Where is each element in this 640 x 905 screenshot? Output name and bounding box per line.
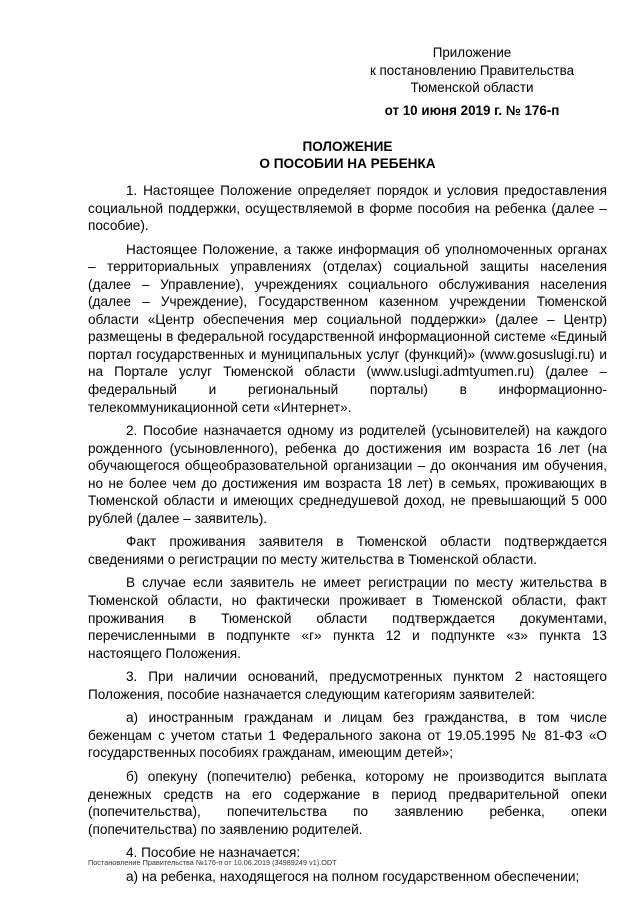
appendix-decree-line: к постановлению Правительства	[369, 62, 575, 78]
paragraph-4: Факт проживания заявителя в Тюменской области подтверждается сведениями о регистрации по месту жительства в Тюменской области.	[88, 534, 607, 567]
paragraph-1: 1. Настоящее Положение определяет порядок и условия предоставления социальной поддержки, осуществляемой в форме пособия на ребенка (далее – пособие).	[88, 183, 607, 234]
appendix-date-number: от 10 июня 2019 г. № 176-п	[384, 102, 560, 118]
document-body	[88, 182, 607, 891]
paragraph-8: б) опекуну (попечителю) ребенка, которому не производится выплата денежных средств на его содержание в период предварительной опеки (попечительства), попечительства по заявлению ребенка, опеки (попечительства) по заявлению родителей.	[88, 768, 607, 837]
paragraph-2: Настоящее Положение, а также информация об уполномоченных органах – территориальных управлениях (отделах) социальной защиты населения (далее – Управление), учреждениях социального обслуживания населения (далее – Учреждение), Государственном казенном учреждении Тюменской области «Центр обеспечения мер социальной поддержки» (далее – Центр) размещены в федеральной государственной информационной системе «Единый портал государственных и муниципальных услуг (функций)» (www.gosuslugi.ru) и на Портале услуг Тюменской области (www.uslugi.admtyumen.ru) (далее – федеральный и региональный порталы) в информационно-телекоммуникационной сети «Интернет».	[88, 241, 607, 415]
paragraph-9: 4. Пособие не назначается:	[126, 845, 301, 861]
title-line-2: О ПОСОБИИ НА РЕБЕНКА	[259, 156, 436, 171]
appendix-block	[337, 44, 607, 119]
appendix-label: Приложение	[432, 45, 512, 60]
document-title	[88, 138, 607, 172]
appendix-region-line: Тюменской области	[410, 80, 534, 95]
paragraph-5: В случае если заявитель не имеет регистрации по месту жительства в Тюменской области, но фактически проживает в Тюменской области, факт проживания в Тюменской области подтверждается документами, перечисленными в подпункте «г» пункта 12 и подпункте «з» пункта 13 настоящего Положения.	[88, 575, 607, 661]
title-line-1: ПОЛОЖЕНИЕ	[302, 139, 393, 154]
paragraph-3: 2. Пособие назначается одному из родителей (усыновителей) на каждого рожденного (усыновленного), ребенка до достижения им возраста 16 лет (на обучающегося общеобразовательной организации – до окончания им обучения, но не более чем до достижения им возраста 18 лет) в семьях, проживающих в Тюменской области и имеющих среднедушевой доход, не превышающий 5 000 рублей (далее – заявитель).	[88, 423, 607, 526]
paragraph-6: 3. При наличии оснований, предусмотренных пунктом 2 настоящего Положения, пособие назначается следующим категориям заявителей:	[88, 669, 607, 702]
paragraph-10: а) на ребенка, находящегося на полном государственном обеспечении;	[126, 868, 580, 884]
paragraph-7: а) иностранным гражданам и лицам без гражданства, в том числе беженцам с учетом статьи 1 Федерального закона от 19.05.1995 № 81-ФЗ «О государственных пособиях гражданам, имеющим детей»;	[88, 710, 607, 761]
page-footer: Постановление Правительства №176-п от 10.06.2019 (34989249 v1).ODT	[88, 858, 337, 867]
